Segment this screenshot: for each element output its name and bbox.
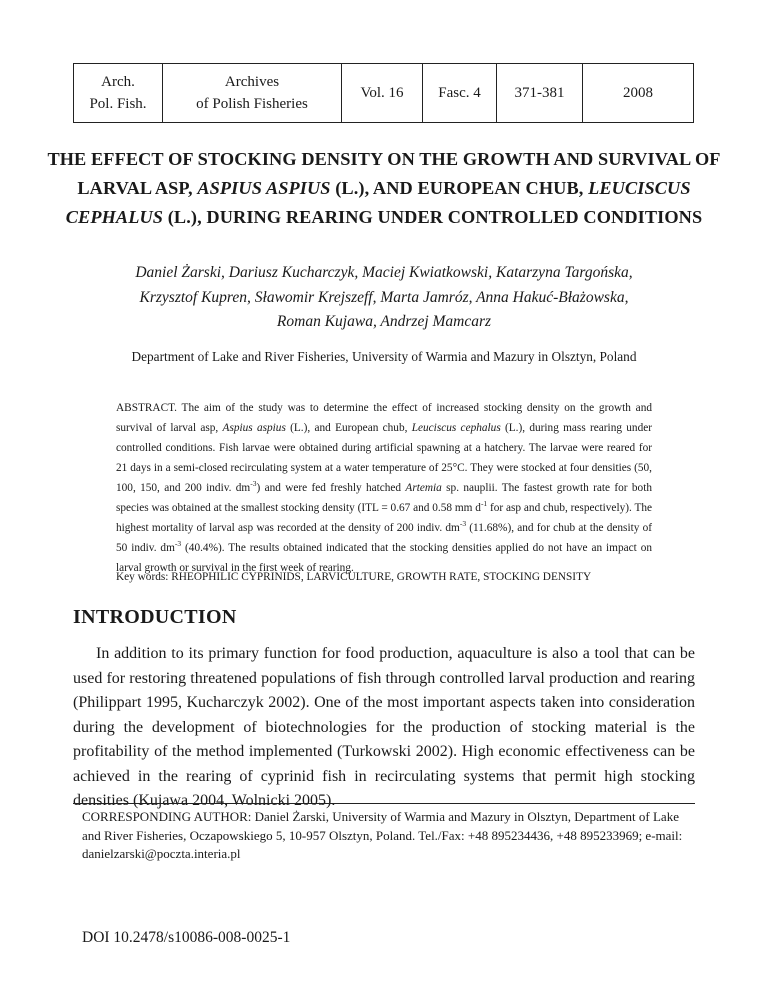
header-text: Archives [224, 74, 280, 90]
abstract-species: Artemia [405, 482, 442, 494]
paper-title [40, 145, 728, 232]
title-text: THE EFFECT OF STOCKING DENSITY ON THE GROWTH AND SURVIVAL OF LARVAL ASP, [47, 149, 721, 198]
abstract-superscript: -3 [459, 519, 467, 528]
abstract-superscript: -3 [174, 539, 182, 548]
header-cell-journal-name [163, 64, 342, 123]
abstract-text: (40.4%). The results obtained indicated that the stocking densities applied do not have an impact on larval growth or survival in the first week of rearing. [116, 542, 652, 574]
title-species: ASPIUS ASPIUS [197, 178, 331, 198]
abstract [116, 398, 652, 578]
abstract-superscript: -3 [250, 479, 257, 488]
footnote-divider [73, 803, 695, 804]
header-cell-pages [497, 64, 583, 123]
abstract-text: sp. nauplii. The fastest growth rate for both species was obtained at the smallest stocking density (ITL = 0.67 and 0.58 mm d [116, 482, 652, 514]
header-cell-year [583, 64, 694, 123]
header-cell-volume [342, 64, 423, 123]
title-species: LEUCISCUS CEPHALUS [65, 178, 691, 227]
header-text: Fasc. 4 [438, 85, 481, 101]
header-cell-journal-abbrev [74, 64, 163, 123]
abstract-text: for asp and chub, respectively). The highest mortality of larval asp was recorded at the density of 200 indiv. dm [116, 502, 653, 534]
abstract-text: ABSTRACT. The aim of the study was to determine the effect of increased stocking density on the growth and survival of larval asp, [116, 402, 652, 434]
introduction-paragraph: In addition to its primary function for food production, aquaculture is also a tool that can be used for restoring threatened populations of fish through controlled larval production and rearing (Philippart 1995, Kucharczyk 2002). One of the most important aspects taken into consideration during the development of biotechnologies for the production of stocking material is the profitability of the method implemented (Turkowski 2002). High economic effectiveness can be achieved in the rearing of cyprinid fish in recirculating systems that permit high stocking densities (Kujawa 2004, Wolnicki 2005). [73, 645, 695, 809]
title-text: (L.), AND EUROPEAN CHUB, [330, 178, 589, 198]
title-text: (L.), DURING REARING UNDER CONTROLLED CONDITIONS [163, 207, 703, 227]
header-cell-fascicle [423, 64, 497, 123]
header-text: Vol. 16 [360, 85, 404, 101]
affiliation: Department of Lake and River Fisheries, University of Warmia and Mazury in Olsztyn, Poland [131, 349, 637, 364]
header-text: Arch. [101, 74, 135, 90]
abstract-text: ) and were fed freshly hatched [256, 482, 406, 494]
author-line: Roman Kujawa, Andrzej Mamcarz [276, 313, 492, 330]
abstract-superscript: -1 [480, 499, 488, 508]
header-text: Pol. Fish. [89, 96, 147, 112]
abstract-text: (L.), and European chub, [285, 422, 412, 434]
header-text: 371-381 [514, 85, 565, 101]
author-line: Daniel Żarski, Dariusz Kucharczyk, Maciej Kwiatkowski, Katarzyna Targońska, [135, 264, 633, 281]
abstract-text: (L.), during mass rearing under controlled conditions. Fish larvae were obtained during artificial spawning at a hatchery. The larvae were reared for 21 days in a semi-closed recirculating system at a water temperature of 25°C. They were stocked at four densities (50, 100, 150, and 200 indiv. dm [116, 422, 652, 494]
author-line: Krzysztof Kupren, Sławomir Krejszeff, Marta Jamróz, Anna Hakuć-Błażowska, [139, 288, 629, 306]
abstract-species: Leuciscus cephalus [411, 422, 501, 434]
header-text: of Polish Fisheries [196, 96, 308, 112]
doi: DOI 10.2478/s10086-008-0025-1 [82, 929, 291, 946]
keywords: Key words: RHEOPHILIC CYPRINIDS, LARVICULTURE, GROWTH RATE, STOCKING DENSITY [116, 571, 592, 583]
author-list [40, 261, 728, 335]
journal-header-table [73, 63, 694, 123]
header-text: 2008 [623, 85, 653, 101]
abstract-species: Aspius aspius [222, 422, 286, 434]
abstract-text: (11.68%), and for chub at the density of 50 indiv. dm [116, 522, 653, 554]
corresponding-author-note: CORRESPONDING AUTHOR: Daniel Żarski, University of Warmia and Mazury in Olsztyn, Department of Lake and River Fisheries, Oczapowskiego 5, 10-957 Olsztyn, Poland. Tel./Fax: +48 895234436, +48 895233969; e-mail: danielzarski@poczta.interia.pl [82, 809, 683, 861]
section-heading-introduction: INTRODUCTION [73, 606, 237, 628]
